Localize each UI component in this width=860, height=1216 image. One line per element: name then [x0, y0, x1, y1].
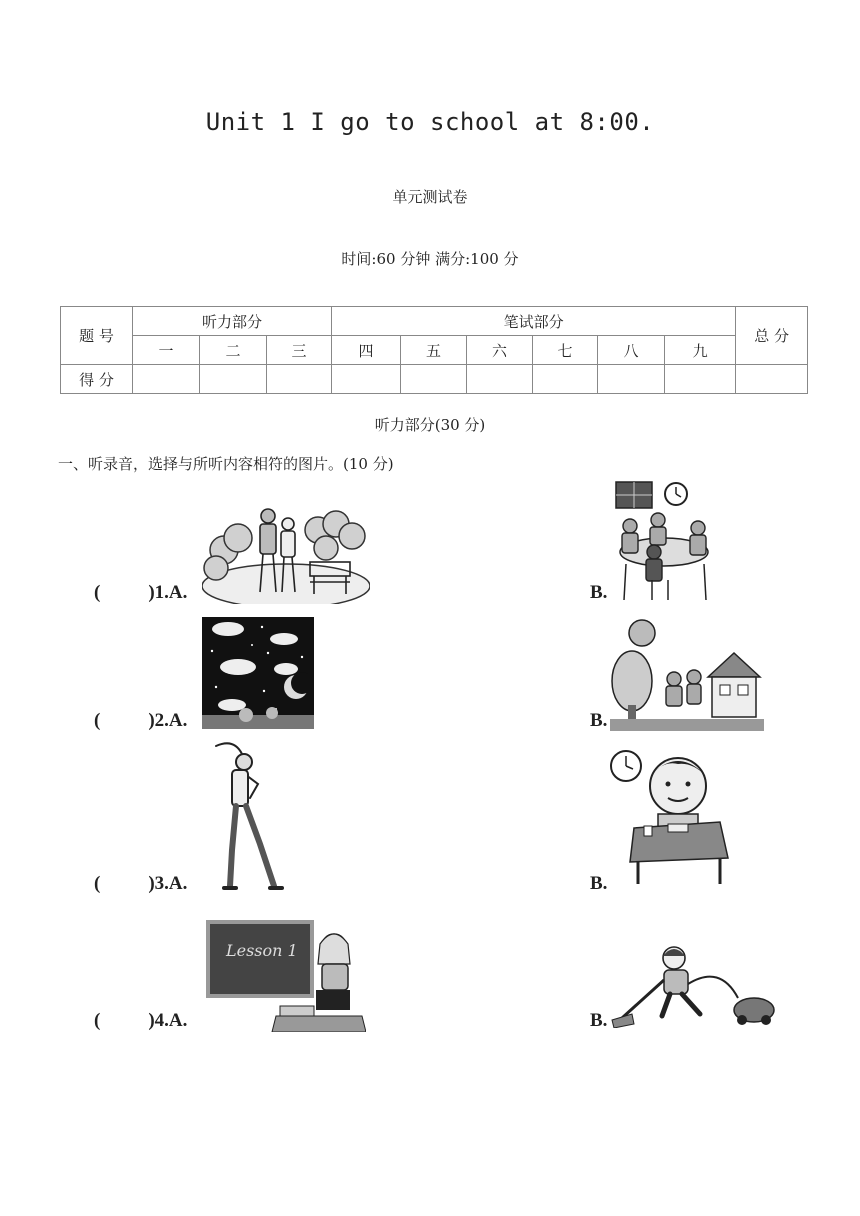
col-header: 四 [332, 336, 401, 365]
score-cell[interactable] [200, 365, 267, 394]
col-header: 五 [401, 336, 467, 365]
score-cell[interactable] [467, 365, 533, 394]
total-header: 总 分 [736, 307, 808, 365]
boy-vacuuming-icon [610, 944, 776, 1028]
score-cell[interactable] [133, 365, 200, 394]
col-header: 一 [133, 336, 200, 365]
section-heading: 听力部分(30 分) [374, 416, 486, 434]
row-label: 题 号 [61, 307, 133, 365]
couple-walking-park-icon [202, 502, 370, 604]
score-cell[interactable] [533, 365, 598, 394]
blackboard-text: Lesson 1 [226, 941, 298, 960]
score-label: 得 分 [61, 365, 133, 394]
answer-blank[interactable]: ( )2.A. [94, 710, 188, 731]
score-cell[interactable] [332, 365, 401, 394]
listening-header: 听力部分 [133, 307, 332, 336]
score-cell[interactable] [598, 365, 665, 394]
time-info: 时间:60 分钟 满分:100 分 [341, 250, 519, 268]
option-b-label: B. [590, 873, 608, 894]
score-table [60, 306, 808, 394]
score-cell[interactable] [665, 365, 736, 394]
score-cell[interactable] [401, 365, 467, 394]
teacher-blackboard-icon [206, 920, 366, 1032]
option-b-label: B. [590, 1010, 608, 1031]
answer-blank[interactable]: ( )3.A. [94, 873, 188, 894]
girl-exercising-icon [204, 740, 288, 894]
option-b-label: B. [590, 710, 608, 731]
score-cell[interactable] [267, 365, 332, 394]
night-sky-moon-icon [202, 617, 314, 729]
col-header: 三 [267, 336, 332, 365]
kids-playing-house-icon [610, 617, 764, 731]
answer-blank[interactable]: ( )1.A. [94, 582, 188, 603]
answer-blank[interactable]: ( )4.A. [94, 1010, 188, 1031]
col-header: 六 [467, 336, 533, 365]
page-title: Unit 1 I go to school at 8:00. [205, 108, 655, 136]
boy-eating-breakfast-icon [608, 746, 732, 886]
score-cell[interactable] [736, 365, 808, 394]
writing-header: 笔试部分 [332, 307, 736, 336]
family-dinner-clock-icon [612, 480, 716, 602]
col-header: 九 [665, 336, 736, 365]
page-subtitle: 单元测试卷 [392, 188, 468, 206]
option-b-label: B. [590, 582, 608, 603]
col-header: 七 [533, 336, 598, 365]
question-heading: 一、听录音，选择与所听内容相符的图片。(10 分) [58, 455, 394, 473]
col-header: 二 [200, 336, 267, 365]
col-header: 八 [598, 336, 665, 365]
